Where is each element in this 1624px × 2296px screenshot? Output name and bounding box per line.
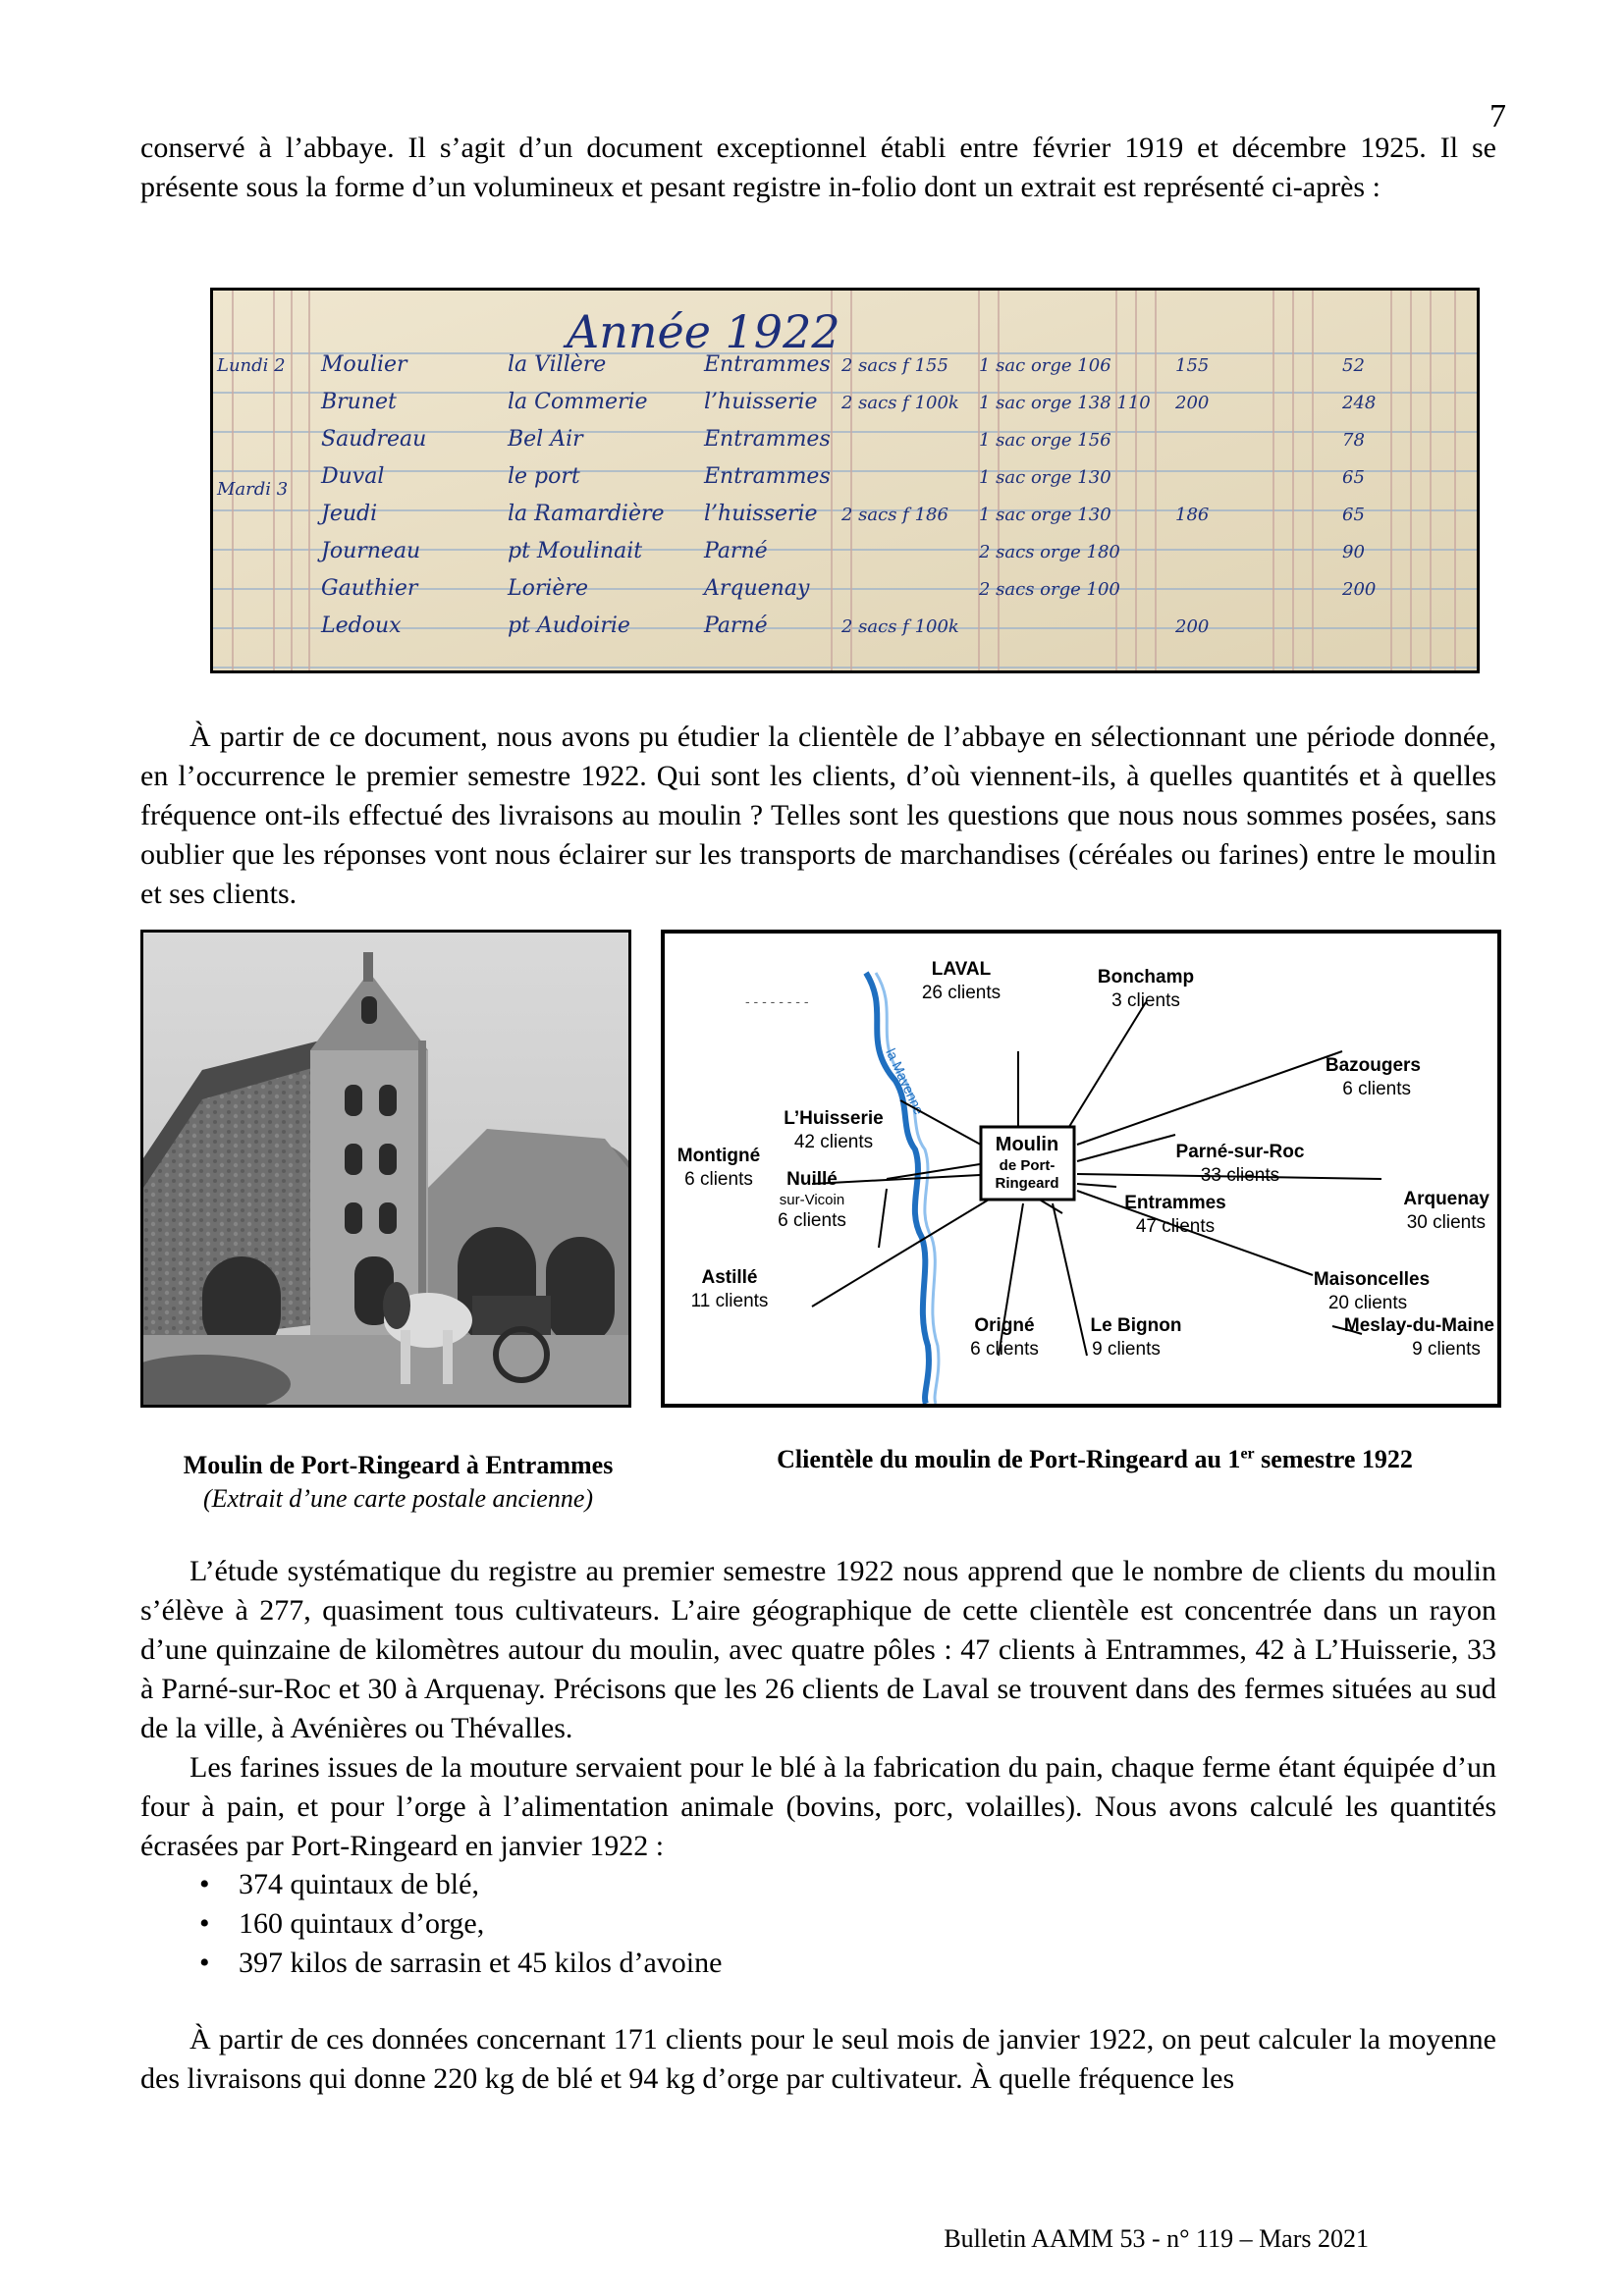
ledger-cell-name: Gauthier bbox=[321, 576, 418, 601]
ledger-day-2: Mardi 3 bbox=[217, 479, 289, 500]
ledger-cell-farm: pt Audoirie bbox=[508, 614, 630, 638]
caption-photo: Moulin de Port-Ringeard à Entrammes bbox=[183, 1451, 614, 1479]
ledger-cell-orge: 1 sac orge 130 bbox=[979, 467, 1111, 488]
caption-photo-source: (Extrait d’une carte postale ancienne) bbox=[202, 1484, 594, 1513]
bullet-glyph: • bbox=[199, 1868, 210, 1900]
ledger-cell-orge: 1 sac orge 130 bbox=[979, 505, 1111, 525]
ledger-cell-commune: Parné bbox=[704, 614, 768, 638]
ledger-cell-commune: Entrammes bbox=[704, 352, 831, 377]
ledger-cell-orge: 1 sac orge 106 bbox=[979, 355, 1111, 376]
page-number: 7 bbox=[1489, 98, 1506, 134]
ledger-title: Année 1922 bbox=[567, 305, 840, 358]
ledger-cell-farm: Lorière bbox=[508, 576, 588, 601]
place-origne: Origné bbox=[974, 1315, 1035, 1336]
mill-label-2: de Port- bbox=[999, 1157, 1056, 1174]
ledger-cell-orge: 2 sacs orge 100 bbox=[979, 579, 1120, 600]
paragraph-averages: À partir de ces données concernant 171 clients pour le seul mois de janvier 1922, on peut calculer la moyenne des livraisons qui donne 220 kg de blé et 94 kg d’orge par cultivateur. À quelle fréquence les bbox=[140, 2023, 1496, 2095]
ledger-cell-orge: 1 sac orge 156 bbox=[979, 430, 1111, 451]
paragraph-study: À partir de ce document, nous avons pu étudier la clientèle de l’abbaye en sélectionnant une période donnée, en l’occurrence le premier semestre 1922. Qui sont les clients, d’où viennent-ils, à quelles quantités et à quelles fréquence ont-ils effectué des livraisons au moulin ? Telles sont les questions que nous nous sommes posées, sans oublier que les réponses vont nous éclairer sur les transports de marchandises (céréales ou farines) entre le moulin et ses clients. bbox=[140, 721, 1496, 910]
caption-map-text-end: semestre 1922 bbox=[1254, 1445, 1413, 1473]
place-entrammes-count: 47 clients bbox=[1135, 1216, 1216, 1237]
ledger-cell-ble: 2 sacs f 186 bbox=[841, 505, 948, 525]
place-parne-count: 33 clients bbox=[1200, 1165, 1280, 1186]
caption-map-text: Clientèle du moulin de Port-Ringeard au 1 bbox=[777, 1445, 1241, 1473]
place-parne: Parné-sur-Roc bbox=[1175, 1142, 1305, 1162]
place-astille-count: 11 clients bbox=[690, 1291, 769, 1311]
ledger-cell-c2: 65 bbox=[1342, 505, 1365, 525]
place-huisserie-count: 42 clients bbox=[793, 1132, 874, 1152]
client-map bbox=[661, 930, 1501, 1408]
paragraph-register-study: L’étude systématique du registre au premier semestre 1922 nous apprend que le nombre de clients du moulin s’élève à 277, quasiment tous cultivateurs. L’aire géographique de cette clientèle est concentrée dans un rayon d’une quinzaine de kilomètres autour du moulin, avec quatre pôles : 47 clients à Entrammes, 42 à L’Huisserie, 33 à Parné-sur-Roc et 30 à Arquenay. Précisons que les 26 clients de Laval se trouvent dans des fermes situées au sud de la ville, à Avénières ou Thévalles. bbox=[140, 1555, 1496, 1744]
line-entrammes bbox=[1077, 1184, 1116, 1187]
ledger-cell-commune: Entrammes bbox=[704, 427, 831, 452]
place-bonchamp-count: 3 clients bbox=[1111, 990, 1180, 1011]
ledger-cell-name: Brunet bbox=[321, 390, 397, 414]
place-meslay-count: 9 clients bbox=[1412, 1339, 1481, 1360]
ledger-cell-c1: 200 bbox=[1175, 616, 1210, 637]
paragraph-intro: conservé à l’abbaye. Il s’agit d’un document exceptionnel établi entre février 1919 et décembre 1925. Il se présente sous la forme d’un volumineux et pesant registre in-folio dont un extrait est représenté ci-après : bbox=[140, 132, 1496, 203]
ledger-cell-farm: la Villère bbox=[508, 352, 607, 377]
ledger-cell-ble: 2 sacs f 100k bbox=[841, 393, 959, 413]
place-nuille-count: 6 clients bbox=[778, 1210, 846, 1231]
list-item bbox=[140, 1944, 1496, 1983]
ledger-cell-farm: Bel Air bbox=[508, 427, 583, 452]
ledger-cell-commune: Entrammes bbox=[704, 464, 831, 489]
line-bignon bbox=[1053, 1203, 1087, 1356]
dash-mark: - - - - - - - - bbox=[745, 993, 809, 1009]
place-astille: Astillé bbox=[701, 1267, 758, 1288]
ledger-cell-name: Journeau bbox=[321, 539, 421, 563]
ledger-cell-c1: 155 bbox=[1175, 355, 1210, 376]
ledger-cell-farm: la Commerie bbox=[508, 390, 648, 414]
ledger-day-1: Lundi 2 bbox=[217, 355, 286, 376]
ledger-cell-c2: 65 bbox=[1342, 467, 1365, 488]
ledger-cell-c1: 200 bbox=[1175, 393, 1210, 413]
ledger-cell-orge: 2 sacs orge 180 bbox=[979, 542, 1120, 562]
mill-photo bbox=[140, 930, 631, 1408]
river-label: la Mayenne bbox=[883, 1045, 928, 1117]
list-item-text: 374 quintaux de blé, bbox=[239, 1868, 479, 1900]
ledger-cell-commune: Arquenay bbox=[704, 576, 810, 601]
caption-map bbox=[687, 1445, 1502, 1474]
place-maisoncelles: Maisoncelles bbox=[1313, 1269, 1431, 1290]
line-bazougers bbox=[1077, 1051, 1342, 1145]
ledger-cell-c2: 52 bbox=[1342, 355, 1365, 376]
ledger-cell-orge: 1 sac orge 138 110 bbox=[979, 393, 1151, 413]
place-meslay: Meslay-du-Maine bbox=[1343, 1315, 1494, 1336]
mill-label-3: Ringeard bbox=[995, 1175, 1059, 1192]
ledger-cell-c2: 248 bbox=[1342, 393, 1377, 413]
place-origne-count: 6 clients bbox=[970, 1339, 1039, 1360]
footer-bulletin: Bulletin AAMM 53 - n° 119 – Mars 2021 bbox=[944, 2224, 1369, 2253]
ledger-cell-c1: 186 bbox=[1175, 505, 1210, 525]
list-item-text: 160 quintaux d’orge, bbox=[239, 1907, 485, 1940]
ledger-cell-farm: la Ramardière bbox=[508, 502, 665, 526]
list-item bbox=[140, 1904, 1496, 1944]
list-item-text: 397 kilos de sarrasin et 45 kilos d’avoine bbox=[239, 1947, 723, 1979]
line-nuille-edge bbox=[879, 1189, 887, 1248]
ledger-cell-ble: 2 sacs f 155 bbox=[841, 355, 948, 376]
place-nuille-sub: sur-Vicoin bbox=[779, 1192, 845, 1208]
ledger-cell-name: Moulier bbox=[321, 352, 407, 377]
bullet-glyph: • bbox=[199, 1907, 210, 1940]
place-nuille: Nuillé bbox=[786, 1169, 838, 1190]
ledger-cell-name: Ledoux bbox=[321, 614, 402, 638]
place-entrammes: Entrammes bbox=[1124, 1193, 1226, 1213]
place-laval-count: 26 clients bbox=[921, 983, 1001, 1003]
line-bonchamp bbox=[1067, 1002, 1146, 1130]
place-bazougers-count: 6 clients bbox=[1342, 1079, 1411, 1099]
place-montigne-count: 6 clients bbox=[684, 1169, 753, 1190]
place-laval: LAVAL bbox=[931, 959, 992, 980]
ledger-cell-ble: 2 sacs f 100k bbox=[841, 616, 959, 637]
ledger-cell-c2: 78 bbox=[1342, 430, 1365, 451]
place-montigne: Montigné bbox=[677, 1146, 761, 1166]
mill-label-1: Moulin bbox=[995, 1134, 1059, 1155]
ledger-cell-c2: 90 bbox=[1342, 542, 1365, 562]
place-huisserie: L’Huisserie bbox=[784, 1108, 884, 1129]
place-arquenay: Arquenay bbox=[1403, 1189, 1489, 1209]
place-bignon-count: 9 clients bbox=[1092, 1339, 1161, 1360]
paragraph-flours: Les farines issues de la mouture servaient pour le blé à la fabrication du pain, chaque ferme étant équipée d’un four à pain, et pour l’orge à l’alimentation animale (bovins, porc, volailles). Nous avons calculé les quantités écrasées par Port-Ringeard en janvier 1922 : bbox=[140, 1751, 1496, 1862]
caption-map-superscript: er bbox=[1240, 1445, 1255, 1463]
ledger-cell-commune: l’huisserie bbox=[704, 502, 818, 526]
bullet-glyph: • bbox=[199, 1947, 210, 1979]
ledger-image bbox=[210, 288, 1480, 673]
ledger-cell-name: Saudreau bbox=[321, 427, 427, 452]
list-item bbox=[140, 1865, 1496, 1904]
place-bonchamp: Bonchamp bbox=[1097, 967, 1195, 988]
ledger-cell-commune: l’huisserie bbox=[704, 390, 818, 414]
ledger-cell-name: Jeudi bbox=[321, 502, 378, 526]
quantities-list bbox=[140, 1865, 1496, 1983]
ledger-cell-farm: pt Moulinait bbox=[508, 539, 643, 563]
ledger-cell-farm: le port bbox=[508, 464, 580, 489]
place-maisoncelles-count: 20 clients bbox=[1327, 1293, 1408, 1313]
place-arquenay-count: 30 clients bbox=[1406, 1212, 1486, 1233]
ledger-cell-c2: 200 bbox=[1342, 579, 1377, 600]
ledger-cell-commune: Parné bbox=[704, 539, 768, 563]
place-bazougers: Bazougers bbox=[1325, 1055, 1421, 1076]
place-bignon: Le Bignon bbox=[1090, 1315, 1182, 1336]
ledger-cell-name: Duval bbox=[321, 464, 385, 489]
